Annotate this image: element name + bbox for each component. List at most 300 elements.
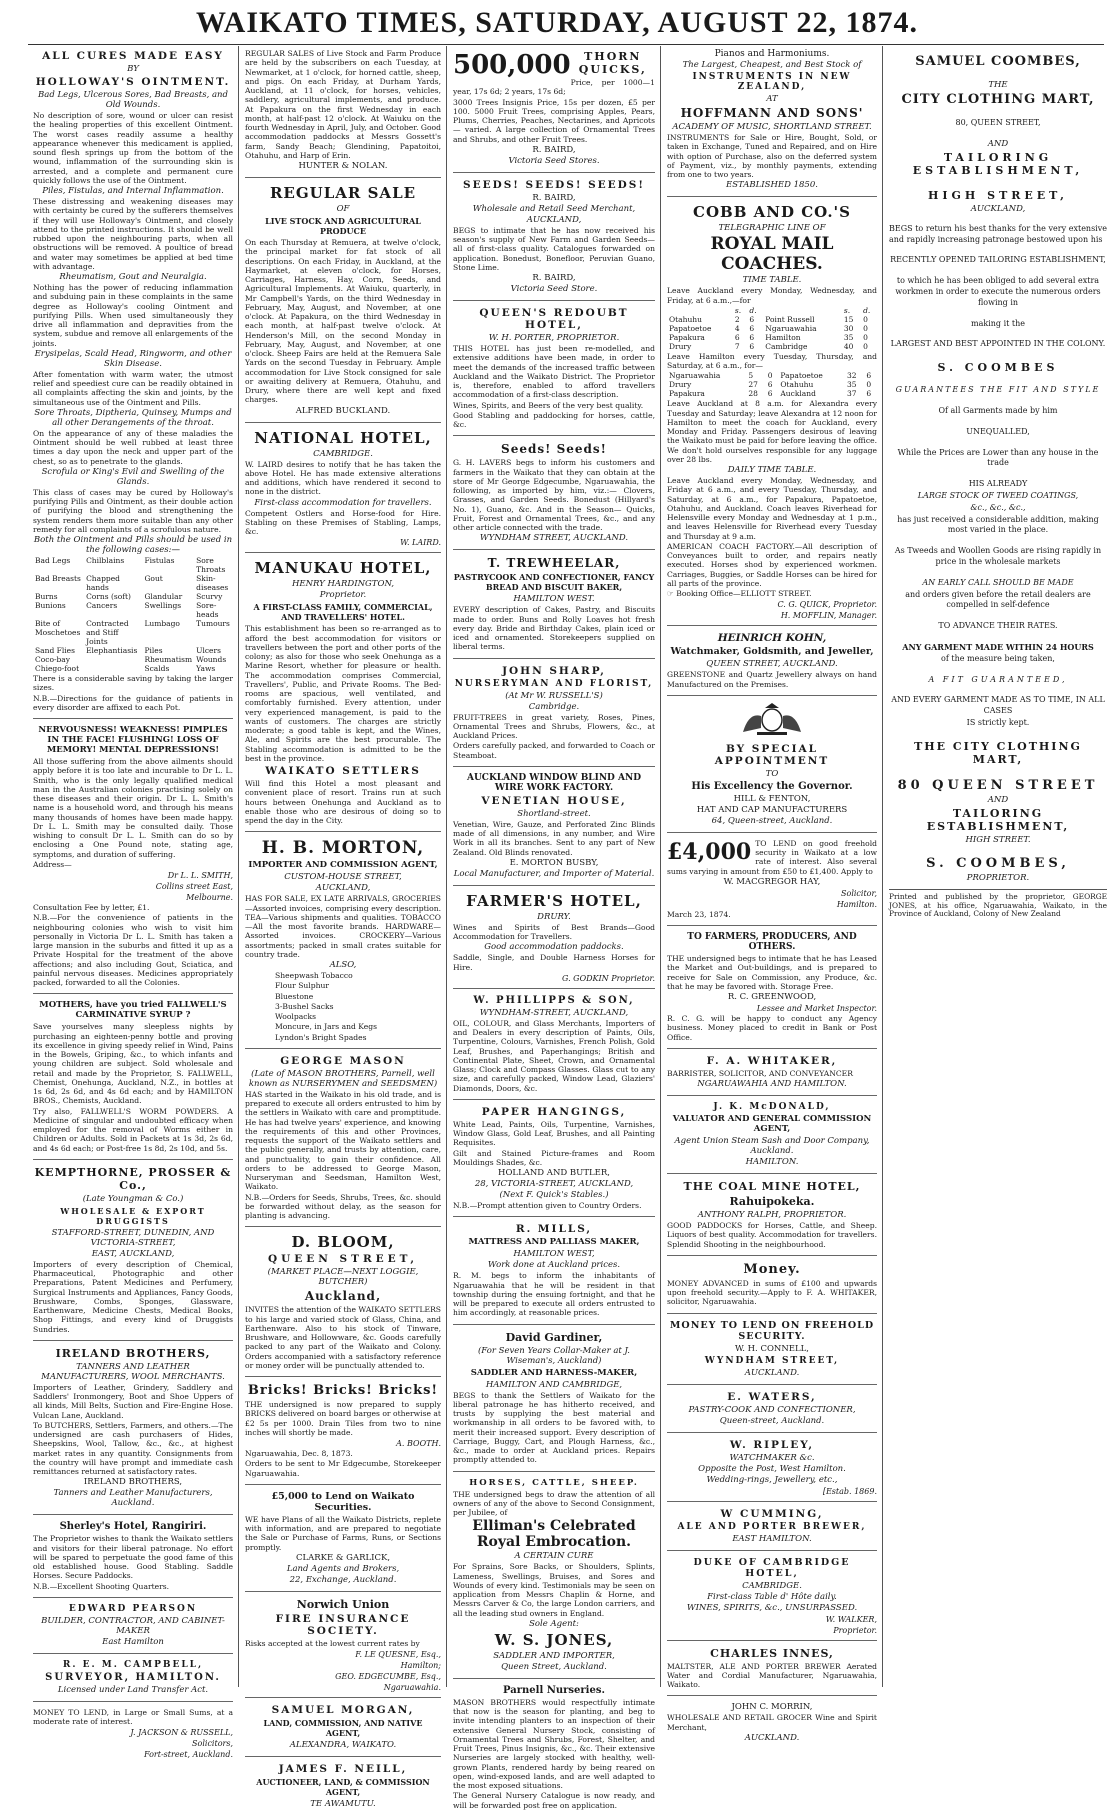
ad-body: GUARANTEES THE FIT AND STYLE <box>895 385 1101 395</box>
ad-body: Address— <box>33 859 72 869</box>
ad-sub: ALEXANDRA, WAIKATO. <box>289 1740 397 1750</box>
ad-sub: Wedding-rings, Jewellery, etc., <box>706 1474 838 1485</box>
ad-heading: VALUATOR AND GENERAL COMMISSION AGENT, <box>672 1114 872 1134</box>
table-row <box>33 592 233 601</box>
table-header-cell: d. <box>749 305 757 315</box>
ad-heading: ALE AND PORTER BREWER, <box>677 1521 867 1532</box>
ad-body: All those suffering from the above ailments should apply before it is too late and incurable to Dr L. L. Smith, who is the only legally qualified medical man in the Australian colonies practising solely on these diseases and their origin. Dr L. L. Smith's name is a household word, and through his means many thousands of homes have been made happy. Dr L. L. Smith may be consulted daily. Those wishing to consult Dr L. L. Smith can do so by enclosing a One Pound note, stating age, symptoms, and duration of suffering. <box>33 757 233 859</box>
ad-bricks <box>245 1383 441 1485</box>
ad-sub: 64, Queen-street, Auckland. <box>711 815 833 826</box>
ad-heading: W. PHILLIPPS & SON, <box>473 994 635 1006</box>
table-row <box>33 619 233 646</box>
ad-sub: SADDLER AND IMPORTER, <box>493 1650 615 1661</box>
ad-signature: Lessee and Market Inspector. <box>756 1004 877 1013</box>
ad-hill-fenton <box>667 702 877 833</box>
ad-sub: Shortland-street. <box>517 808 591 819</box>
table-cell: 27 <box>748 380 758 390</box>
ad-body: Saddle, Single, and Double Harness Horses for Hire. <box>453 953 655 972</box>
ad-heading: F. A. WHITAKER, <box>706 1054 838 1067</box>
ad-body: This class of cases may be cured by Holloway's purifying Pills and Ointment, as their double action of purifying the blood and strengthening the system renders them more suitable than any other remedy for all complaints of a scrofulous nature. <box>33 487 233 534</box>
ad-signature: A. BOOTH. <box>396 1439 441 1448</box>
ad-thorn-quicks <box>453 50 655 173</box>
ad-heading: W. S. JONES, <box>494 1630 614 1649</box>
table-cell: Corns (soft) <box>86 592 131 601</box>
ad-heading: 80 QUEEN STREET <box>897 777 1099 793</box>
ad-body: REGULAR SALES of Live Stock and Farm Produce are held by the subscribers on each Tuesday, at Newmarket, at 1 o'clock, for horned cattle, sheep, and pigs. On each Friday, at Durham Yards, Auckland, at 11 o'clock, for horses, vehicles, saddlery, agricultural implements, and produce. At Papakura on the first Wednesday in each month, at half-past 12 o'clock. At Waiuku on the fourth Wednesday in April, July, and October. Good accommodation paddocks at Messrs Gossett's farm, Sandy Beach; Glendining, Papatoitoi, Otahuhu, and Harp of Erin. <box>245 49 441 160</box>
ad-sub: DAILY TIME TABLE. <box>727 465 817 475</box>
ad-signature: Hamilton. <box>836 899 877 909</box>
ad-sub: OF <box>336 204 350 214</box>
ad-body: WE have Plans of all the Waikato Districts, replete with information, and are prepared to negotiate the Sale or Purchase of Farms, Runs, or Sections promptly. <box>245 1514 441 1552</box>
ad-sub: AUCKLAND, <box>526 214 582 225</box>
ad-sub: HAMILTON WEST, <box>513 1249 595 1260</box>
ad-sub: A CERTAIN CURE <box>514 1551 594 1562</box>
ad-body: Consultation Fee by letter, £1. <box>33 903 150 912</box>
ad-sub: Scrofula or King's Evil and Swelling of the Glands. <box>41 466 225 487</box>
ad-body: LARGE STOCK OF TWEED COATINGS, <box>917 490 1079 500</box>
ad-body: These distressing and weakening diseases may with certainty be cured by the sufferers themselves if they will use Holloway's Ointment, and closely attend to the printed instructions. It should be well rubbed upon the neighbouring parts, when all obstructions will be removed. A poultice of bread and water may sometimes be applied at bed time with advantage. <box>33 197 233 271</box>
ad-body: Nothing has the power of reducing inflammation and subduing pain in these complaints in the same degree as Holloway's cooling Ointment and purifying Pills. When used simultaneously they drive all inflammation and depravities from the system, subdue and remove all enlargements of the joints. <box>33 283 233 348</box>
ad-sub: Cambridge. <box>528 701 580 712</box>
ad-signature: R. C. GREENWOOD, <box>727 992 817 1002</box>
ad-pearson <box>33 1604 233 1654</box>
ad-body: Ngaruawahia, Dec. 8, 1873. <box>245 1449 353 1458</box>
ad-signature: Solicitors, <box>192 1739 233 1749</box>
ad-sub: (Late of MASON BROTHERS, Parnell, well known as NURSERYMEN and SEEDSMEN) <box>248 1068 438 1089</box>
royal-crest-icon <box>667 702 877 740</box>
ad-heading: Bricks! Bricks! Bricks! <box>247 1383 439 1398</box>
ad-body: &c., &c., &c., <box>970 502 1026 512</box>
fare-table <box>667 371 877 398</box>
ad-heading: AUCKLAND WINDOW BLIND AND WIRE WORK FACTORY. <box>466 772 642 793</box>
ad-heading: Watchmaker, Goldsmith, and Jeweller, <box>670 646 874 658</box>
ad-national-hotel <box>245 429 441 554</box>
ad-sub: BY <box>127 64 139 74</box>
ad-body: Wines, Spirits, and Beers of the very best quality. <box>453 400 644 410</box>
ad-sub: CUSTOM-HOUSE STREET, <box>284 872 402 883</box>
ad-john-sharp <box>453 665 655 767</box>
table-header-cell <box>763 306 842 315</box>
ad-heading: WHOLESALE & EXPORT DRUGGISTS <box>60 1205 206 1226</box>
ad-sub: EAST HAMILTON. <box>732 1533 812 1544</box>
ad-heading: SAMUEL MORGAN, <box>271 1704 415 1716</box>
ad-sub: AUCKLAND, <box>970 203 1026 214</box>
table-cell: 6 <box>767 380 773 390</box>
ad-sub: AUCKLAND. <box>744 1732 800 1743</box>
ad-sub: CAMBRIDGE. <box>742 1580 802 1591</box>
ad-signature: HUNTER & NOLAN. <box>298 161 388 171</box>
ad-heading: THE CITY CLOTHING MART, <box>914 739 1082 766</box>
table-cell: Glandular <box>144 592 183 601</box>
table-cell: Papakura <box>669 389 705 399</box>
ad-clarke-garlick <box>245 1491 441 1592</box>
ad-phillipps <box>453 995 655 1100</box>
ad-sub: AT <box>766 94 778 104</box>
ad-sub: WYNDHAM STREET, AUCKLAND. <box>479 533 629 544</box>
ad-sherley <box>33 1521 233 1598</box>
table-cell: Bite of Moschetoes <box>35 619 81 637</box>
ad-body: IS strictly kept. <box>966 717 1030 727</box>
ad-sub: 22, Exchange, Auckland. <box>289 1574 397 1585</box>
table-cell: Point Russell <box>765 314 815 324</box>
ad-body: Will find this Hotel a most pleasant and convenient place of resort. Trains run at such hours between Onehunga and Auckland as to enable those who are desirous of doing so to spend the day in the City. <box>245 779 441 825</box>
ad-sub: CAMBRIDGE. <box>313 448 373 459</box>
ad-morrin <box>667 1702 877 1743</box>
booking-line <box>667 589 877 598</box>
list-item: Sheepwash Tobacco <box>275 971 353 980</box>
table-cell: Cambridge <box>765 341 808 351</box>
ad-window-blind <box>453 773 655 886</box>
table-cell: 28 <box>748 389 758 399</box>
ad-sub: AND <box>987 138 1009 149</box>
ad-manukau-hotel <box>245 559 441 832</box>
column-4 <box>662 46 882 1743</box>
table-cell: 6 <box>749 341 755 351</box>
table-row <box>33 655 233 664</box>
ad-heading: Money. <box>743 1261 801 1277</box>
table-cell: 4 <box>734 323 740 333</box>
ad-body: Leave Auckland at 8 a.m. for Alexandra every Tuesday and Saturday; leave Alexandra at 12 noon for Hamilton to meet the coach for Auckland, every Monday and Friday. Passengers desirous of leaving the Waikato must be paid for before leaving the office. We don't hold ourselves responsible for any luggage over 28 lbs. <box>667 399 877 464</box>
ad-morton <box>245 838 441 1049</box>
table-cell: Yaws <box>196 664 216 673</box>
table-cell: Ngaruawahia <box>669 371 721 381</box>
ad-heading: JOHN SHARP, <box>502 664 606 677</box>
ad-body: BARRISTER, SOLICITOR, AND CONVEYANCER <box>667 1068 853 1078</box>
ad-body: W. LAIRD desires to notify that he has taken the above Hotel. He has made extensive alterations and additions, which have rendered it second to none in the district. <box>245 459 441 497</box>
ad-sub: Tanners and Leather Manufacturers, Auckland. <box>53 1488 213 1509</box>
ad-body: 80, QUEEN STREET, <box>955 118 1041 127</box>
ad-signature: W. H. CONNELL, <box>734 1343 809 1354</box>
table-cell: 6 <box>749 332 755 342</box>
table-cell: 0 <box>767 371 773 381</box>
ad-sub: (MARKET PLACE—NEXT LOGGIE, BUTCHER) <box>267 1267 419 1288</box>
ad-body: HAS started in the Waikato in his old trade, and is prepared to execute all orders entrusted to him by the settlers in Waikato with care and promptitude. He has had twelve years' experience, and knowing the requirements of this and other Provinces, requests the support of the Waikato settlers and the public generally, and trusts by attention, care, and punctuality, to gain their confidence. All orders to be addressed to George Mason, Nurseryman and Seedsman, Hamilton West, Waikato. <box>245 1089 441 1192</box>
item-list <box>245 971 441 1042</box>
ad-heading: MONEY TO LEND ON FREEHOLD SECURITY. <box>669 1319 875 1342</box>
ad-sub: First-class accommodation for travellers. <box>254 497 432 508</box>
ad-body: To BUTCHERS, Settlers, Farmers, and others.—The undersigned are cash purchasers of Hides, Sheepskins, Wool, Tallow, &c., &c., at highest market rates in any quantity. Consignments from the country will have prompt and immediate cash remittances returned at satisfactory rates. <box>33 1420 233 1476</box>
table-cell: Coco-bay <box>35 655 71 664</box>
ad-body: AND EVERY GARMENT MADE AS TO TIME, IN ALL CASES <box>891 695 1105 716</box>
table-cell: 5 <box>748 371 754 381</box>
table-cell: Papatoetoe <box>669 323 712 333</box>
table-cell: 37 <box>846 389 857 399</box>
ad-ireland <box>33 1347 233 1516</box>
ad-body: and orders given before the retail dealers are compelled in self-defence <box>905 589 1091 610</box>
ad-mills <box>453 1223 655 1324</box>
table-cell: 2 <box>734 314 740 324</box>
ad-body: N.B.—Prompt attention given to Country Orders. <box>453 1201 642 1210</box>
ad-heading: WAIKATO SETTLERS <box>265 765 421 777</box>
ad-hunter-nolan <box>245 49 441 178</box>
ad-sub: DRURY. <box>537 911 571 922</box>
table-row <box>33 664 233 673</box>
ad-body: As Tweeds and Woollen Goods are rising rapidly in price in the wholesale markets <box>894 546 1102 566</box>
ad-heading: NURSERYMAN AND FLORIST, <box>454 678 654 689</box>
ad-body: LARGEST AND BEST APPOINTED IN THE COLONY. <box>890 339 1106 349</box>
ad-kempthorne <box>33 1166 233 1341</box>
ad-heading: Norwich Union <box>296 1597 390 1611</box>
ad-body: R. M. begs to inform the inhabitants of Ngaruawahia that he will be resident in that township during the ensuing fortnight, and that he will be prepared to execute all orders entrusted to him accordingly, at reasonable prices. <box>453 1271 655 1318</box>
ad-heading: Pianos and Harmoniums. <box>714 49 830 59</box>
table-cell: Cancers <box>86 601 118 610</box>
ad-heading: QUEEN'S REDOUBT HOTEL, <box>479 307 629 331</box>
ad-buckland <box>245 184 441 423</box>
ad-heading: SEEDS! SEEDS! SEEDS! <box>463 178 645 191</box>
ad-trewheelar <box>453 556 655 658</box>
ad-header-row <box>667 839 877 876</box>
ad-body: RECENTLY OPENED TAILORING ESTABLISHMENT, <box>890 255 1106 265</box>
ad-heading: IRELAND BROTHERS, <box>55 1346 211 1360</box>
newspaper-title: WAIKATO TIMES, SATURDAY, AUGUST 22, 1874. <box>195 6 919 39</box>
table-cell: Bad Breasts <box>35 574 81 583</box>
ad-heading: JAMES F. NEILL, <box>278 1763 408 1775</box>
ad-body: Leave Auckland every Monday, Wednesday, and Friday at 6 a.m., and every Tuesday, Thursday, and Saturday, at 6 a.m., for Papakura, Papatoetoe, Otahuhu, and Auckland. Coach leaves Riverhead for Helensville every Monday and Wednesday at 1 p.m., and leaves Helensville for Riverhead every Tuesday and Thursday at 9 a.m. <box>667 476 877 541</box>
ad-body: WHOLESALE AND RETAIL GROCER Wine and Spirit Merchant, <box>667 1713 877 1732</box>
ad-heading: PASTRYCOOK AND CONFECTIONER, FANCY BREAD AND BISCUIT BAKER, <box>453 572 655 593</box>
table-row <box>33 646 233 655</box>
ad-heading: GEORGE MASON <box>280 1054 406 1067</box>
table-cell: Scurvy <box>196 592 223 601</box>
ad-signature: Solicitor, <box>841 888 877 898</box>
table-cell: Auckland <box>780 389 816 399</box>
ad-waters <box>667 1391 877 1433</box>
ad-signature: Proprietor. <box>833 1625 877 1635</box>
ad-body: Orders to be sent to Mr Edgecumbe, Storekeeper Ngaruawahia. <box>245 1459 441 1478</box>
ad-body: TO ADVANCE THEIR RATES. <box>938 621 1058 631</box>
table-cell: Scalds <box>144 664 170 673</box>
ad-body: For Sprains, Sore Backs, or Shoulders, Splints, Lameness, Swellings, Bruises, and Sores and Wounds of every kind. Testimonials may be seen on application from Messrs Chaplin & Horne, and Messrs Carver & Co, the large London carriers, and all the leading stud owners in England. <box>453 1562 655 1618</box>
ad-heading: S. COOMBES <box>937 361 1059 375</box>
ad-sub: THE <box>988 80 1008 90</box>
ad-kohn <box>667 632 877 696</box>
ad-sub: Local Manufacturer, and Importer of Material. <box>453 868 655 879</box>
ad-body: AN EARLY CALL SHOULD BE MADE <box>922 577 1074 587</box>
table-cell: Papatoetoe <box>780 371 823 381</box>
ad-sub: TELEGRAPHIC LINE OF <box>718 223 826 234</box>
ad-sub: ALSO, <box>329 960 357 970</box>
ad-signature: HOLLAND AND BUTLER, <box>498 1168 610 1178</box>
table-cell: 6 <box>749 314 755 324</box>
ad-sub: (Late Youngman & Co.) <box>82 1193 184 1204</box>
table-cell: Bunions <box>35 601 66 610</box>
table-cell: Ngaruawahia <box>765 323 817 333</box>
ad-hoffmann <box>667 49 877 197</box>
ad-signature: Dr L. L. SMITH, <box>167 871 233 880</box>
table-cell: Chapped hands <box>86 574 120 592</box>
ad-heading: AUCTIONEER, LAND, & COMMISSION AGENT, <box>256 1777 430 1797</box>
ad-sub: STAFFORD-STREET, DUNEDIN, AND VICTORIA-STREET, <box>51 1227 215 1248</box>
table-cell: Chiego-foot <box>35 664 80 673</box>
ad-parnell-nurseries <box>453 1685 655 1810</box>
ad-heading: J. K. McDONALD, <box>713 1102 831 1112</box>
table-cell: Bad Legs <box>35 556 71 565</box>
ad-sub: WYNDHAM-STREET, AUCKLAND, <box>479 1007 629 1018</box>
table-cell <box>84 655 142 664</box>
table-header-cell: d. <box>863 305 871 315</box>
ad-sub: Wholesale and Retail Seed Merchant, <box>472 203 636 214</box>
ad-sub: TANNERS AND LEATHER MANUFACTURERS, WOOL MERCHANTS. <box>41 1361 225 1382</box>
column-1 <box>28 46 238 1760</box>
ad-heading: HIGH STREET, <box>927 188 1068 202</box>
ad-heading: VENETIAN HOUSE, <box>481 794 627 807</box>
table-cell: 15 <box>843 314 854 324</box>
table-cell: Ulcers <box>196 646 221 655</box>
ad-heading: A FIRST-CLASS FAMILY, COMMERCIAL, AND TRAVELLERS' HOTEL. <box>253 602 433 623</box>
ad-sub: Both the Ointment and Pills should be used in the following cases:— <box>33 535 233 555</box>
ad-sub: Licensed under Land Transfer Act. <box>57 1684 209 1695</box>
ad-body: White Lead, Paints, Oils, Turpentine, Varnishes, Window Glass, Gold Leaf, Brushes, and all Painting Requisites. <box>453 1119 655 1148</box>
ad-body: THIS HOTEL has just been re-modelled, and extensive additions have been made, in order to meet the demands of the increased traffic between Auckland and the Waikato District. The Proprietor is, therefore, enabled to afford travellers accommodation of a first-class description. <box>453 344 655 400</box>
ad-body: Venetian, Wire, Gauze, and Perforated Zinc Blinds made of all dimensions, in any number, and Wire Work in all its branches. Sent to any part of New Zealand. Old Blinds renovated. <box>453 819 655 857</box>
table-cell: 35 <box>843 332 854 342</box>
table-row <box>33 601 233 619</box>
ad-sub: ESTABLISHED 1850. <box>726 180 818 191</box>
ad-heading: Elliman's Celebrated Royal Embrocation. <box>472 1518 636 1551</box>
ad-heading: BY SPECIAL APPOINTMENT <box>714 742 830 767</box>
table-cell: 6 <box>866 389 872 399</box>
ad-gardiner <box>453 1331 655 1472</box>
ad-campbell <box>33 1660 233 1702</box>
ad-sub: AUCKLAND. <box>744 1367 800 1378</box>
ad-sub: NGARUAWAHIA AND HAMILTON. <box>697 1079 847 1089</box>
ad-heading: ALL CURES MADE EASY <box>42 50 224 62</box>
ad-heading: QUEEN STREET, <box>267 1253 418 1266</box>
ad-body: TO LEND on good freehold security in Waikato at a low rate of interest. Also several sums varying in amount from £50 to £1,400. Apply to <box>667 838 877 876</box>
ad-body: GOOD PADDOCKS for Horses, Cattle, and Sheep. Liquors of best quality. Accommodation for travellers. Splendid Shooting in the neighbourhood. <box>667 1221 877 1249</box>
ad-signature: ALFRED BUCKLAND. <box>295 405 391 416</box>
ad-body: Wines and Spirits of Best Brands—Good Accommodation for Travellers. <box>453 922 655 941</box>
ad-body: N.B.—For the convenience of patients in the neighbouring colonies who wish to visit him personally in Victoria Dr L. L. Smith has taken a large mansion in the suburbs and fitted it up as a Private Hospital for the treatment of the above affections; and also including Gout, Sciatica, and painful nervous diseases. Medicines appropriately packed, forwarded to all the Colonies. <box>33 913 233 987</box>
ad-heading: Auckland, <box>304 1289 382 1304</box>
ad-signature: Collins street East, <box>155 882 233 891</box>
table-cell: 0 <box>863 341 868 351</box>
ad-signature: R. BAIRD, <box>532 192 576 203</box>
ad-signature: R. BAIRD, <box>532 144 576 155</box>
ad-body: N.B.—Excellent Shooting Quarters. <box>33 1581 170 1591</box>
ad-sub: ANTHONY RALPH, PROPRIETOR. <box>697 1210 847 1220</box>
ad-big-number: 500,000 <box>453 50 571 80</box>
ad-body: This establishment has been so re-arranged as to afford the best accommodation for visitors or travellers between the port and other ports of the colony; as also for those who seek Onehunga as a Marine Resort, whether for pleasure or health. The accommodation comprises Commercial, Travellers', Public, and Private Rooms. The Bed-rooms are spacious, well ventilated, and comfortably furnished. Every attention, under very experienced management, is paid to the wants of customers. The charges are strictly moderate; a good table is kept, and the Wines, Ale, and Spirits are the best procurable. The Stabling accommodation is admitted to be the best in the province. <box>245 624 441 763</box>
table-cell: Chilblains <box>86 556 125 565</box>
table-cell: Hamilton <box>765 332 801 342</box>
ad-body: ANY GARMENT MADE WITHIN 24 HOURS <box>902 641 1094 652</box>
ad-body: Leave Auckland every Monday, Wednesday, and Friday, at 6 a.m.,—for <box>667 286 877 305</box>
ad-heading: INSTRUMENTS IN NEW ZEALAND, <box>692 72 852 92</box>
table-cell: 30 <box>843 323 854 333</box>
ad-bloom <box>245 1233 441 1377</box>
ad-signature: Ngaruawahia. <box>383 1683 441 1692</box>
ad-sub: Land Agents and Brokers, <box>286 1563 400 1574</box>
ad-jackson-russell <box>33 1708 233 1760</box>
table-cell: Contracted and Stiff Joints <box>86 619 129 646</box>
ad-samuel-coombes <box>889 54 1107 919</box>
column-divider <box>238 46 239 1687</box>
ad-signature: J. JACKSON & RUSSELL, <box>130 1728 233 1738</box>
ad-sub: WATCHMAKER &c. <box>729 1452 815 1463</box>
ad-body: A FIT GUARANTEED, <box>928 674 1068 684</box>
ad-heading: David Gardiner, <box>505 1330 603 1344</box>
table-cell: Lumbago <box>144 619 180 628</box>
ad-heading: SURVEYOR, HAMILTON. <box>45 1671 221 1683</box>
table-cell: Sand Flies <box>35 646 75 655</box>
table-cell: 0 <box>863 332 868 342</box>
ad-heading: T. TREWHEELAR, <box>487 556 621 571</box>
ad-body: UNEQUALLED, <box>966 426 1030 436</box>
ad-ripley <box>667 1439 877 1502</box>
ad-heading: W. RIPLEY, <box>729 1438 815 1451</box>
table-cell: Elephantiasis <box>86 646 138 655</box>
ad-heading: W CUMMING, <box>720 1507 824 1520</box>
ad-coal-mine-hotel <box>667 1180 877 1256</box>
ad-header-row <box>453 50 655 97</box>
ad-seeds <box>453 179 655 301</box>
ad-heading: FARMER'S HOTEL, <box>466 891 642 910</box>
ad-cobb-and-co <box>667 203 877 626</box>
ad-body: has just received a considerable addition, making most varied in the place. <box>897 514 1099 535</box>
list-item: Bluestone <box>275 991 314 1001</box>
ad-connell <box>667 1320 877 1385</box>
table-cell: 35 <box>846 380 857 390</box>
table-cell: 6 <box>749 323 755 333</box>
ad-nervous <box>33 725 233 994</box>
ad-heading: WYNDHAM STREET, <box>704 1355 840 1366</box>
ad-sub: TIME TABLE. <box>742 275 802 286</box>
table-row <box>667 324 877 333</box>
ad-heading: HOLLOWAY'S OINTMENT. <box>35 76 231 88</box>
table-row <box>667 389 877 398</box>
ad-george-mason <box>245 1055 441 1228</box>
ad-body: making it the <box>971 318 1025 328</box>
table-cell: 6 <box>734 332 740 342</box>
ad-body: MASON BROTHERS would respectfully intimate that now is the season for planting, and beg to invite intending planters to an inspection of their extensive General Nursery Stock, consisting of Ornamental Trees and Shrubs, Forest, Shelter, and Fruit Trees, Pinus Insignis, &c., &c. Their extensive Nurseries are largely stocked with healthy, well-grown Plants, rendered hardy by being reared on open, wind-exposed lands, and are well adapted to the most exposed situations. <box>453 1697 655 1790</box>
ad-cumming <box>667 1508 877 1551</box>
column-2 <box>240 46 446 1809</box>
ad-body: 3000 Trees Insignis Price, 15s per dozen, £5 per 100. 5000 Fruit Trees, comprising Apples, Pears, Plums, Cherries, Peaches, Nectarines, and Apricots — varied. A large collection of Ornamental Trees and Shrubs, and other Fruit Trees. <box>453 97 655 144</box>
ad-sub: HAT AND CAP MANUFACTURERS <box>696 804 848 815</box>
ad-sub: HAMILTON AND CAMBRIDGE, <box>485 1379 623 1390</box>
ad-body: No description of sore, wound or ulcer can resist the healing properties of this excellent Ointment. The worst cases readily assume a healthy appearance whenever this medicament is applied, sound flesh springs up from the bottom of the wound, inflammation of the surrounding skin is arrested, and a complete and permanent cure quickly follows the use of the Ointment. <box>33 111 233 185</box>
ad-macgregor-hay <box>667 839 877 926</box>
column-3 <box>448 46 660 1810</box>
column-divider <box>446 46 447 1687</box>
table-cell: Piles <box>144 646 163 655</box>
ad-sub: Rheumatism, Gout and Neuralgia. <box>59 272 207 282</box>
ad-body: While the Prices are Lower than any house in the trade <box>897 447 1099 468</box>
ad-heading: REGULAR SALE <box>269 184 417 202</box>
table-cell: Otahuhu <box>780 380 814 390</box>
table-cell: Papakura <box>669 332 705 342</box>
table-cell: Sore-heads <box>196 601 219 619</box>
ad-body: EVERY description of Cakes, Pastry, and Biscuits made to order. Buns and Rolly Loaves hot fresh every day. Bride and Birthday Cakes, plain iced or iced and ornamented. Storekeepers supplied on liberal terms. <box>453 605 655 652</box>
column-divider <box>660 46 661 1687</box>
ad-body: Of all Garments made by him <box>938 405 1058 415</box>
table-row <box>667 315 877 324</box>
ad-queens-redoubt <box>453 307 655 436</box>
ad-body: Leave Hamilton every Tuesday, Thursday, and Saturday, at 6 a.m., for— <box>667 351 877 370</box>
ad-mcdonald <box>667 1102 877 1174</box>
ad-heading: £5,000 to Lend on Waikato Securities. <box>271 1490 415 1513</box>
ad-sub: (Next F. Quick's Stables.) <box>499 1190 609 1200</box>
ad-sub: Victoria Seed Store. <box>510 284 598 294</box>
table-cell: 0 <box>863 314 868 324</box>
table-cell: Sore Throats <box>196 556 226 574</box>
ad-farmers-hotel <box>453 892 655 989</box>
table-cell: Wounds <box>196 655 227 664</box>
ad-fallwell <box>33 1000 233 1160</box>
ad-body: The General Nursery Catalogue is now ready, and will be forwarded post free on application. <box>453 1791 655 1810</box>
table-row <box>667 371 877 380</box>
